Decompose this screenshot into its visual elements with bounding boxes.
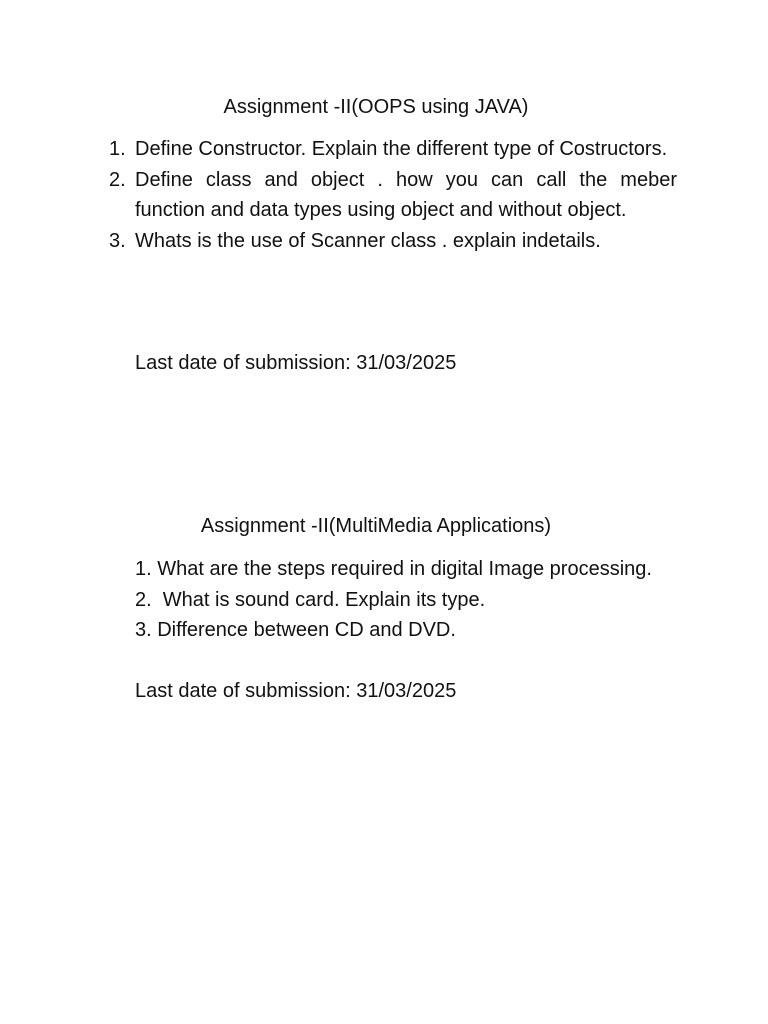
- list-item: [109, 165, 677, 226]
- list-item: 1. What are the steps required in digital Image processing.: [135, 558, 652, 580]
- list-item: [109, 134, 677, 165]
- list-item: [109, 226, 677, 257]
- oops-question-list: [109, 134, 677, 256]
- list-item-number: 1.: [109, 138, 126, 160]
- submission-deadline-multimedia: Last date of submission: 31/03/2025: [135, 680, 457, 702]
- list-item: 3. Difference between CD and DVD.: [135, 619, 456, 641]
- multimedia-question-list: [135, 554, 735, 646]
- assignment-title-multimedia: Assignment -II(MultiMedia Applications): [200, 515, 552, 537]
- list-item-text: Define Constructor. Explain the different type of Costructors.: [135, 138, 668, 160]
- submission-deadline-oops: Last date of submission: 31/03/2025: [135, 352, 457, 374]
- list-item-text: Whats is the use of Scanner class . explain indetails.: [135, 229, 601, 252]
- list-item-number: 3.: [109, 229, 126, 252]
- list-item-text: Define class and object . how you can call the meber function and data types using object and without object.: [135, 168, 677, 221]
- list-item-number: 2.: [109, 168, 126, 191]
- assignment-title-oops: Assignment -II(OOPS using JAVA): [223, 96, 529, 118]
- list-item: 2. What is sound card. Explain its type.: [135, 588, 486, 611]
